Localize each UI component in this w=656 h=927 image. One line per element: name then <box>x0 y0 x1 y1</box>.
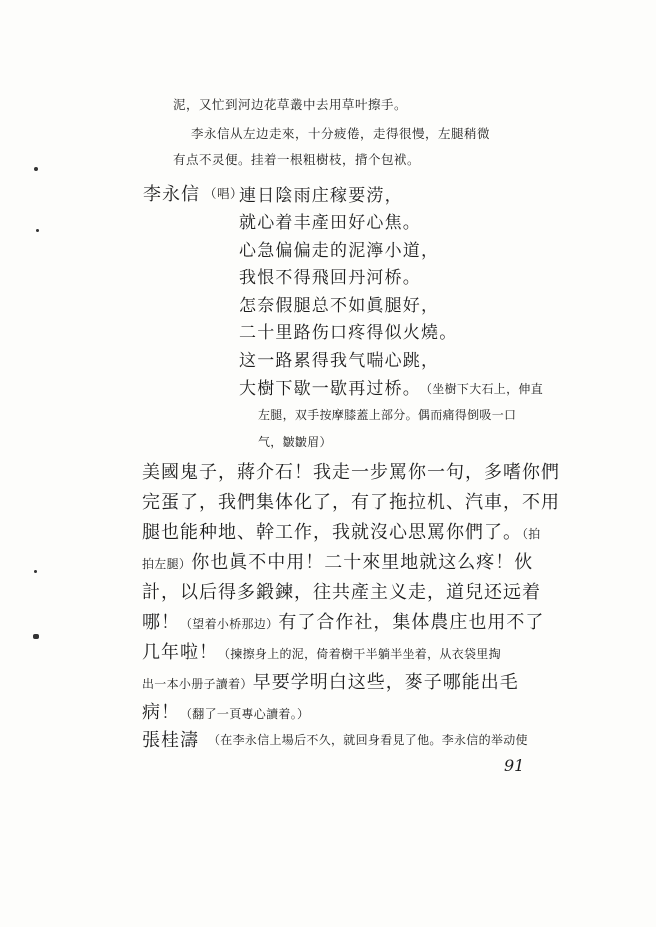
dialogue-line: 完蛋了，我們集体化了，有了拖拉机、汽車，不用 <box>142 492 560 513</box>
stage-direction-inline: （坐樹下大石上，伸直 <box>420 382 544 396</box>
dialogue-line <box>142 638 501 664</box>
dialogue-line <box>142 698 309 724</box>
dialogue-text: 腿也能种地、幹工作，我就沒心思罵你們了。 <box>142 522 522 543</box>
dialogue-text: 早要学明白这些，麥子哪能出毛 <box>252 672 519 693</box>
page-number: 91 <box>504 756 525 775</box>
scan-speck <box>33 634 39 639</box>
stage-direction-line-1: 泥，又忙到河边花草叢中去用草叶擦手。 <box>173 97 408 112</box>
stage-direction-inline: （翻了一頁專心讀着。） <box>180 707 310 721</box>
verse-line: 就心着丰產田好心焦。 <box>239 213 421 233</box>
speaker-name: 張桂濤 <box>142 730 199 751</box>
scan-speck <box>34 167 38 171</box>
stage-direction-inline: （拍 <box>522 527 541 541</box>
scan-speck <box>36 229 39 232</box>
verse-line: 大樹下歇一歇再过桥。 <box>239 379 421 399</box>
verse-line: 心急偏偏走的泥濘小道， <box>239 241 440 261</box>
dialogue-line <box>142 608 544 634</box>
stage-direction-inline: （望着小桥那边） <box>180 617 279 631</box>
speaker-name: 李永信 <box>143 184 200 205</box>
stage-direction-line: 左腿，双手按摩膝蓋上部分。偶而痛得倒吸一口 <box>258 408 517 422</box>
dialogue-line <box>142 668 519 694</box>
dialogue-line: 美國鬼子，蔣介石！我走一步罵你一句，多嗜你們 <box>142 462 560 483</box>
verse-line: 怎奈假腿总不如眞腿好， <box>239 296 440 316</box>
scan-speck <box>34 570 37 573</box>
stage-direction-line: 气，皺皺眉） <box>258 435 332 449</box>
stage-direction-inline: 出一本小册子讀着） <box>142 677 253 691</box>
dialogue-line <box>142 518 541 544</box>
verse-line: 我恨不得飛回丹河桥。 <box>239 268 421 288</box>
stage-direction-inline: （在李永信上場后不久，就回身看見了他。李永信的举动使 <box>208 733 528 747</box>
stage-direction-line-2: 李永信从左边走來，十分疲倦，走得很慢，左腿稍微 <box>191 126 491 141</box>
dialogue-text: 你也眞不中用！二十來里地就这么疼！伙 <box>191 552 534 573</box>
dialogue-line <box>142 548 533 574</box>
verse-line: 二十里路伤口疼得似火燒。 <box>239 323 458 343</box>
stage-direction-inline: （揀擦身上的泥，倚着樹干半躺半坐着，从衣袋里掏 <box>218 647 501 661</box>
dialogue-line: 計，以后得多鍛鍊，往共產主义走，道兒还远着 <box>142 582 541 603</box>
dialogue-text: 有了合作社，集体農庄也用不了 <box>278 612 545 633</box>
stage-direction-line-3: 有点不灵便。挂着一根粗樹枝，揹个包袱。 <box>173 152 421 167</box>
dialogue-text: 几年啦！ <box>142 642 218 663</box>
verse-line: 这一路累得我气喘心跳， <box>239 351 440 371</box>
verse-line: 連日陰雨庄稼要涝， <box>239 186 403 206</box>
dialogue-text: 病！ <box>142 702 180 723</box>
stage-direction-inline: 拍左腿） <box>142 557 192 571</box>
dialogue-text: 哪！ <box>142 612 180 633</box>
singing-tag: （唱） <box>204 186 244 201</box>
